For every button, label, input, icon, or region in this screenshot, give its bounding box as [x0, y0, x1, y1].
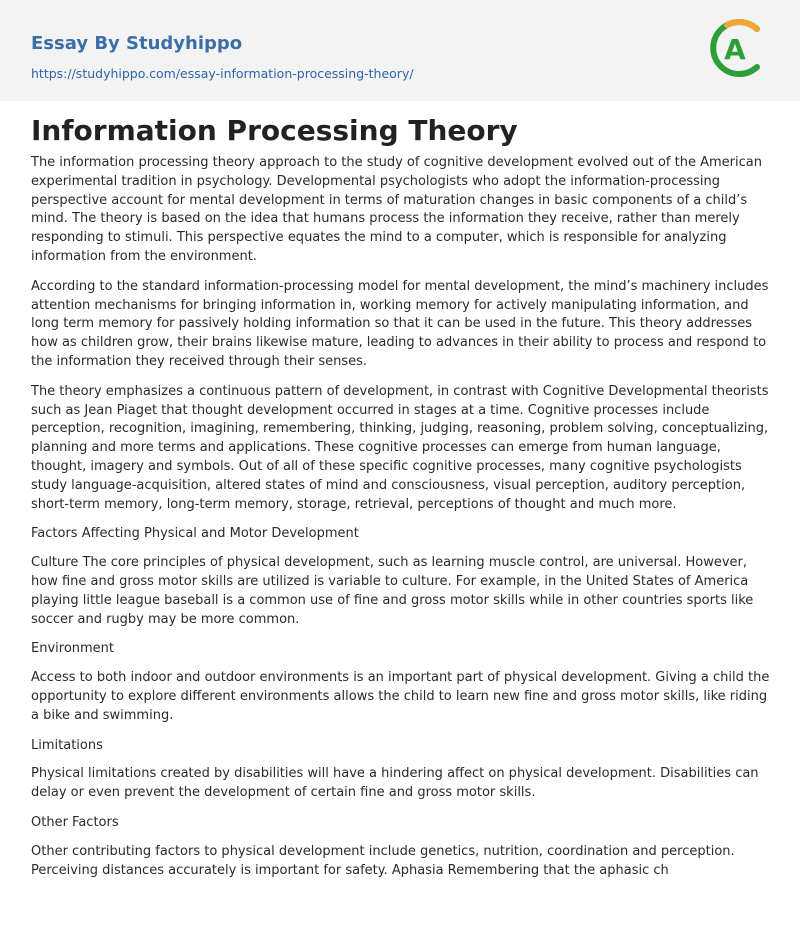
logo-letter: A [724, 33, 746, 66]
paragraph-culture: Culture The core principles of physical development, such as learning muscle control, are universal. However, how fine and gross motor skills are utilized is variable to culture. For example, in the United States of America playing little league baseball is a common use of fine and gross motor skills while in other countries sports like soccer and rugby may be more common. [31, 555, 754, 627]
essay-url-link[interactable]: https://studyhippo.com/essay-information-processing-theory/ [31, 66, 414, 81]
paragraph-model: According to the standard information-processing model for mental development, the mind’s machinery includes attention mechanisms for bringing information in, working memory for actively manipulating information, and long term memory for passively holding information so that it can be used in the future. This theory addresses how as children grow, their brains likewise mature, leading to advances in their ability to process and respond to the information they received through their senses. [31, 278, 769, 369]
studyhippo-logo-icon[interactable] [705, 14, 771, 82]
paragraph-intro: The information processing theory approach to the study of cognitive development evolved out of the American experimental tradition in psychology. Developmental psychologists who adopt the information-processing perspective account for mental development in terms of maturation changes in basic components of a child’s mind. The theory is based on the idea that humans process the information they receive, rather than merely responding to stimuli. This perspective equates the mind to a computer, which is responsible for analyzing information from the environment. [31, 155, 762, 264]
paragraph-other-factors: Other contributing factors to physical development include genetics, nutrition, coordination and perception. Perceiving distances accurately is important for safety. Aphasia Remembering that the aphasic ch [31, 843, 735, 878]
site-title[interactable]: Essay By Studyhippo [31, 33, 243, 54]
heading-limitations: Limitations [31, 737, 103, 753]
paragraph-continuous-development: The theory emphasizes a continuous pattern of development, in contrast with Cognitive Developmental theorists such as Jean Piaget that thought development occurred in stages at a time. Cognitive processes include perception, recognition, imagining, remembering, thinking, judging, reasoning, problem solving, conceptualizing, planning and more terms and applications. These cognitive processes can emerge from human language, thought, imagery and symbols. Out of all of these specific cognitive processes, many cognitive psychologists study language-acquisition, altered states of mind and consciousness, visual perception, auditory perception, short-term memory, long-term memory, storage, retrieval, perceptions of thought and much more. [31, 383, 769, 512]
heading-factors: Factors Affecting Physical and Motor Development [31, 526, 359, 542]
paragraph-limitations: Physical limitations created by disabilities will have a hindering affect on physical development. Disabilities can delay or even prevent the development of certain fine and gross motor skills. [31, 766, 759, 801]
article [31, 114, 771, 891]
heading-environment: Environment [31, 641, 115, 657]
paragraph-environment: Access to both indoor and outdoor environments is an important part of physical development. Giving a child the opportunity to explore different environments allows the child to learn new fine and gross motor skills, like riding a bike and swimming. [31, 670, 770, 723]
heading-other-factors: Other Factors [31, 814, 119, 830]
site-header [0, 0, 800, 101]
page-title: Information Processing Theory [31, 114, 518, 147]
